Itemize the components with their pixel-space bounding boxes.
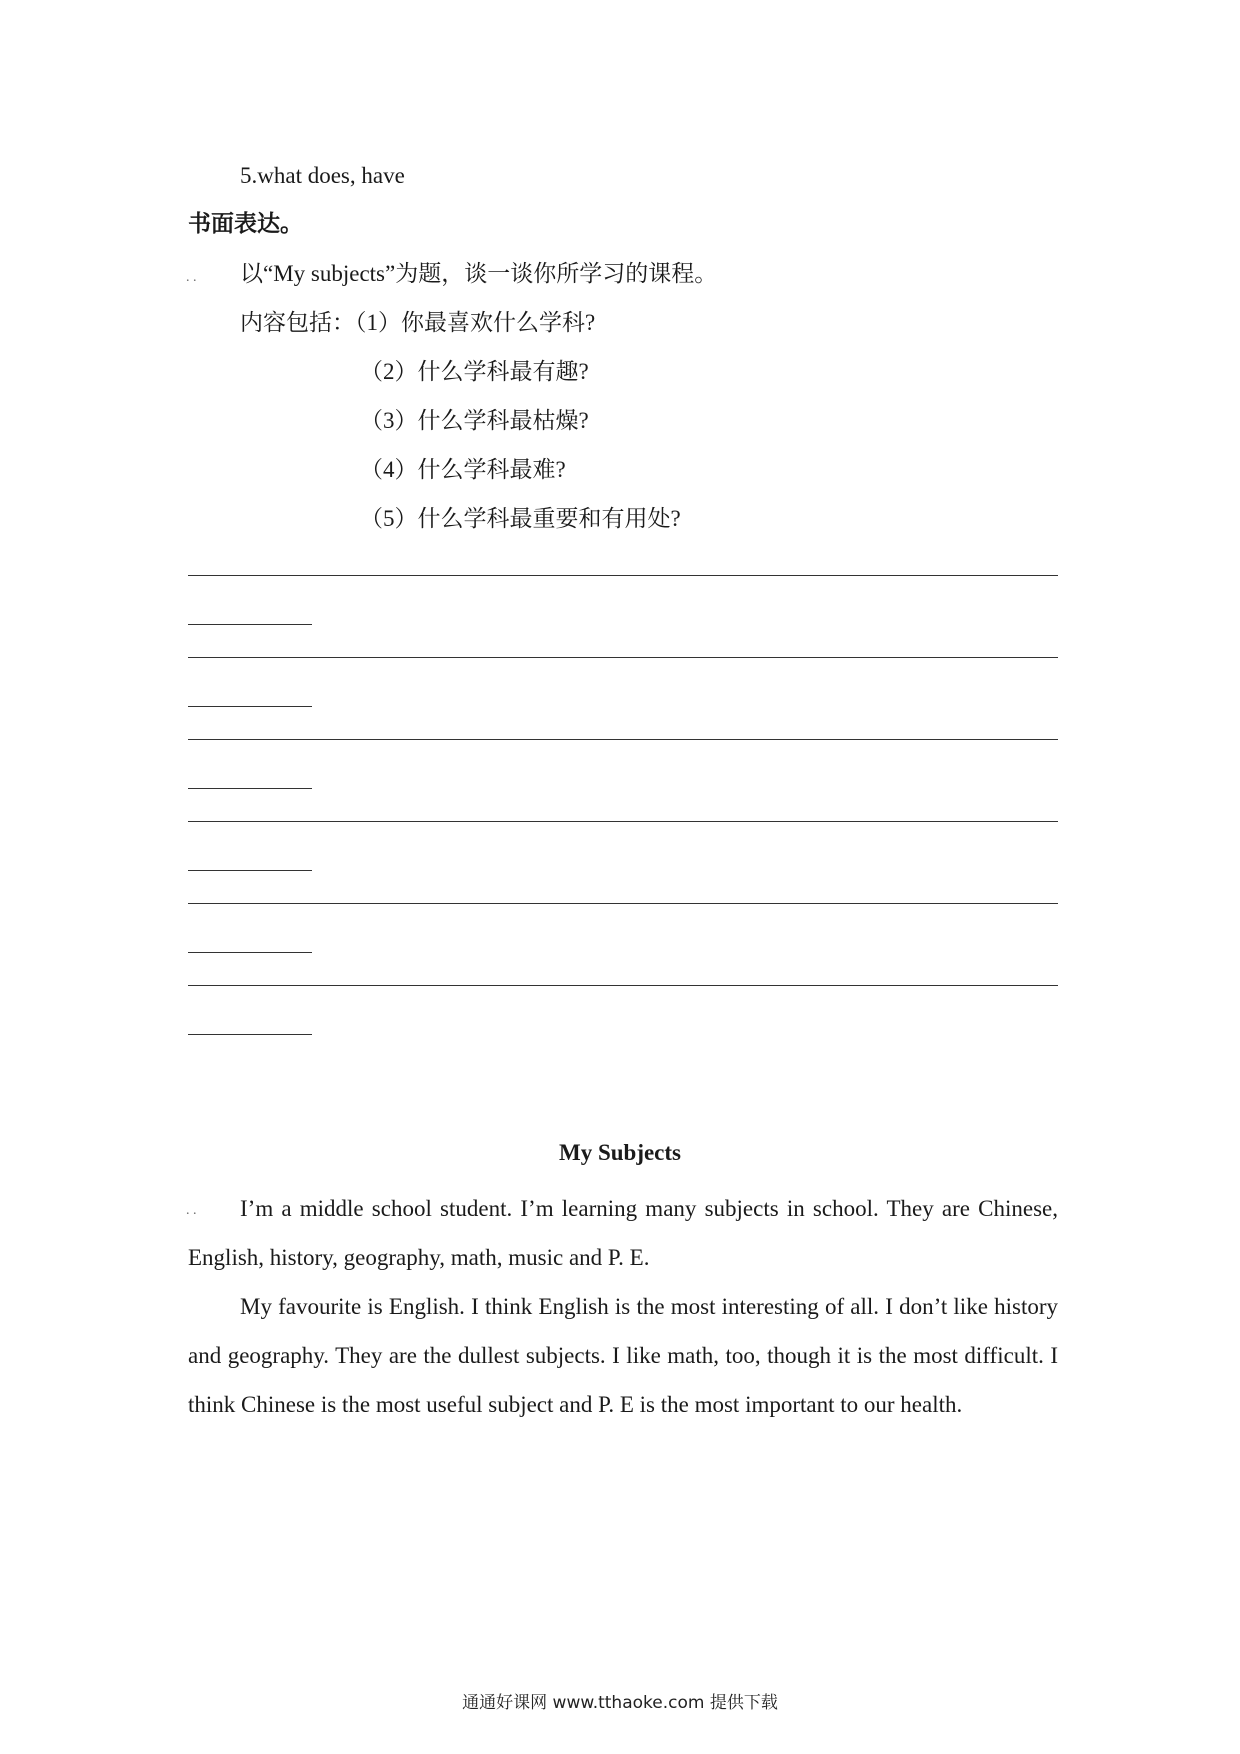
writing-line[interactable] [188, 657, 1058, 658]
writing-line-continuation[interactable] [188, 788, 312, 789]
requirement-item: （2）什么学科最有趣? [360, 359, 589, 384]
writing-line-continuation[interactable] [188, 952, 312, 953]
writing-prompt: 以“My subjects”为题，谈一谈你所学习的课程。 [240, 261, 718, 286]
content-intro: 内容包括：（1）你最喜欢什么学科? [240, 310, 596, 335]
writing-line-continuation[interactable] [188, 1034, 312, 1035]
requirement-item: （3）什么学科最枯燥? [360, 408, 589, 433]
model-essay-title: My Subjects [558, 1140, 682, 1165]
previous-answer: 5.what does, have [240, 163, 405, 188]
indent-marker: . . [186, 1203, 197, 1218]
writing-line[interactable] [188, 739, 1058, 740]
essay-paragraph: I’m a middle school student. I’m learning many subjects in school. They are Chinese, English, history, geography, math, music and P. E. [188, 1196, 1058, 1270]
writing-line[interactable] [188, 985, 1058, 986]
writing-line-continuation[interactable] [188, 706, 312, 707]
essay-paragraph: My favourite is English. I think English is the most interesting of all. I don’t like history and geography. They are the dullest subjects. I like math, too, though it is the most difficult. I think Chinese is the most useful subject and P. E is the most important to our health. [188, 1294, 1058, 1417]
section-heading: 书面表达。 [188, 211, 303, 236]
requirement-item: （5）什么学科最重要和有用处? [360, 506, 681, 531]
writing-line-continuation[interactable] [188, 624, 312, 625]
writing-line-continuation[interactable] [188, 870, 312, 871]
page-footer: 通通好课网 www.tthaoke.com 提供下载 [462, 1693, 778, 1713]
indent-marker: . . [186, 270, 197, 285]
writing-line[interactable] [188, 821, 1058, 822]
requirement-item: （4）什么学科最难? [360, 457, 566, 482]
writing-lines-area[interactable] [188, 560, 1058, 1067]
writing-line[interactable] [188, 903, 1058, 904]
writing-line[interactable] [188, 575, 1058, 576]
